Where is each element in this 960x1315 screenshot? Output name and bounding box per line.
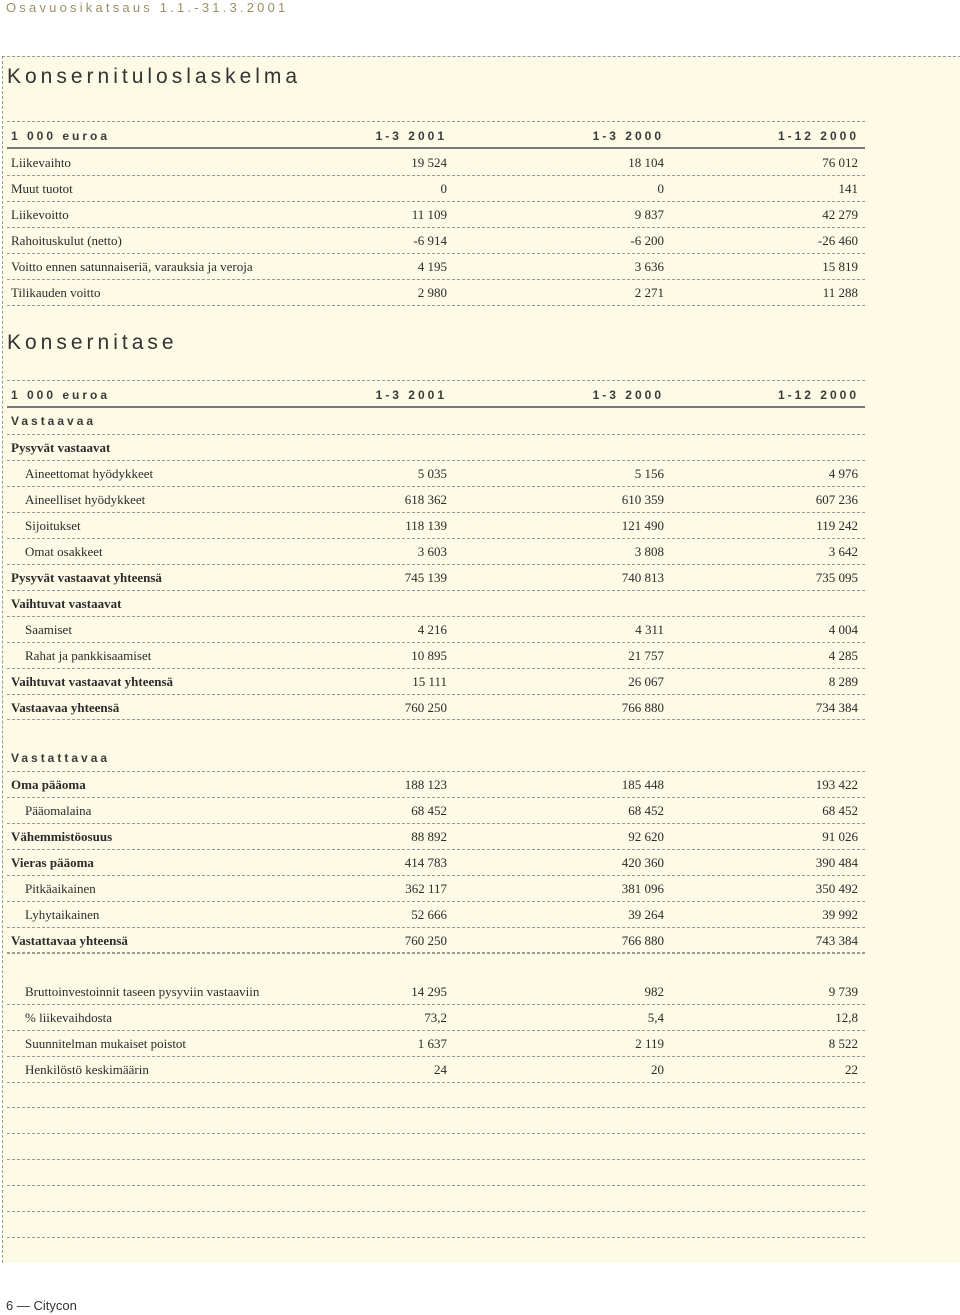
cell-value: 607 236: [815, 492, 858, 507]
table-row: [7, 1056, 865, 1083]
row-label: Aineelliset hyödykkeet: [25, 492, 146, 507]
table-row: [7, 668, 865, 695]
unit-label: 1 000 euroa: [11, 129, 111, 143]
row-label: Suunnitelman mukaiset poistot: [25, 1036, 187, 1051]
cell-value: -26 460: [817, 233, 858, 248]
divider: [7, 1237, 865, 1238]
cell-value: 734 384: [815, 700, 858, 715]
row-label: Pysyvät vastaavat: [11, 440, 111, 455]
table-row: [7, 434, 865, 461]
cell-value: 4 004: [828, 622, 858, 637]
col-header-3: 1-12 2000: [777, 129, 859, 143]
row-label: Pysyvät vastaavat yhteensä: [11, 570, 162, 585]
unit-label: 1 000 euroa: [11, 388, 111, 402]
cell-value: 11 288: [822, 285, 858, 300]
cell-value: 5 156: [634, 466, 664, 481]
cell-value: 390 484: [815, 855, 858, 870]
row-label: Oma pääoma: [11, 777, 86, 792]
cell-value: 18 104: [628, 155, 664, 170]
table-row: [7, 564, 865, 591]
cell-value: -6 200: [630, 233, 664, 248]
cell-value: 10 895: [411, 648, 447, 663]
cell-value: 39 264: [628, 907, 664, 922]
cell-value: 3 642: [828, 544, 858, 559]
col-header-1: 1-3 2001: [375, 129, 447, 143]
table-row: [7, 978, 865, 1005]
cell-value: 4 311: [635, 622, 664, 637]
row-label: Vaihtuvat vastaavat yhteensä: [11, 674, 174, 689]
cell-value: 76 012: [822, 155, 858, 170]
assets-title: Vastaavaa: [11, 414, 97, 428]
table-row: [7, 512, 865, 539]
col-header-2: 1-3 2000: [592, 388, 664, 402]
divider: [7, 380, 865, 381]
cell-value: 1 637: [417, 1036, 447, 1051]
table-row: [7, 486, 865, 513]
divider: [7, 1159, 865, 1160]
divider: [7, 1133, 865, 1134]
cell-value: 0: [657, 181, 664, 196]
row-label: Liikevaihto: [11, 155, 71, 170]
cell-value: 73,2: [424, 1010, 447, 1025]
col-header-3: 1-12 2000: [777, 388, 859, 402]
cell-value: 185 448: [621, 777, 664, 792]
cell-value: 22: [845, 1062, 858, 1077]
balance-title: Konsernitase: [7, 331, 178, 354]
table-row: [7, 175, 865, 202]
cell-value: 24: [434, 1062, 447, 1077]
cell-value: 26 067: [628, 674, 664, 689]
table-row: [7, 927, 865, 954]
table-row: [7, 901, 865, 928]
row-label: Muut tuotot: [11, 181, 73, 196]
cell-value: 3 808: [634, 544, 664, 559]
row-label: Aineettomat hyödykkeet: [25, 466, 154, 481]
table-row: [7, 1004, 865, 1031]
table-row: [7, 201, 865, 228]
cell-value: 381 096: [621, 881, 664, 896]
cell-value: 12,8: [835, 1010, 858, 1025]
cell-value: 42 279: [822, 207, 858, 222]
divider: [7, 1185, 865, 1186]
divider: [7, 1107, 865, 1108]
row-label: Rahat ja pankkisaamiset: [25, 648, 152, 663]
table-row: [7, 849, 865, 876]
cell-value: 3 603: [417, 544, 447, 559]
cell-value: 9 739: [828, 984, 858, 999]
cell-value: 141: [838, 181, 858, 196]
cell-value: 760 250: [404, 933, 447, 948]
row-label: Saamiset: [25, 622, 72, 637]
divider: [7, 121, 865, 122]
table-row: [7, 1030, 865, 1057]
cell-value: 414 783: [404, 855, 447, 870]
cell-value: 68 452: [628, 803, 664, 818]
cell-value: 20: [651, 1062, 664, 1077]
balance-header: [7, 382, 865, 408]
col-header-1: 1-3 2001: [375, 388, 447, 402]
row-label: Vaihtuvat vastaavat: [11, 596, 122, 611]
table-row: [7, 279, 865, 306]
cell-value: 618 362: [404, 492, 447, 507]
row-label: % liikevaihdosta: [25, 1010, 113, 1025]
cell-value: 15 111: [412, 674, 447, 689]
table-row: [7, 538, 865, 565]
cell-value: 193 422: [815, 777, 858, 792]
income-header: [7, 123, 865, 149]
cell-value: 735 095: [815, 570, 858, 585]
cell-value: 4 195: [417, 259, 447, 274]
table-row: [7, 797, 865, 824]
cell-value: 5 035: [417, 466, 447, 481]
row-label: Henkilöstö keskimäärin: [25, 1062, 149, 1077]
cell-value: 91 026: [822, 829, 858, 844]
cell-value: 8 289: [828, 674, 858, 689]
row-label: Bruttoinvestoinnit taseen pysyviin vastaaviin: [25, 984, 260, 999]
cell-value: 19 524: [411, 155, 447, 170]
liabilities-heading: [7, 745, 865, 772]
col-header-2: 1-3 2000: [592, 129, 664, 143]
cell-value: 68 452: [411, 803, 447, 818]
cell-value: 118 139: [405, 518, 447, 533]
row-label: Pitkäaikainen: [25, 881, 96, 896]
cell-value: 9 837: [634, 207, 664, 222]
cell-value: 743 384: [815, 933, 858, 948]
row-label: Tilikauden voitto: [11, 285, 101, 300]
cell-value: 766 880: [621, 933, 664, 948]
row-label: Liikevoitto: [11, 207, 69, 222]
cell-value: 2 271: [634, 285, 664, 300]
table-row: [7, 460, 865, 487]
cell-value: 982: [644, 984, 664, 999]
cell-value: 745 139: [404, 570, 447, 585]
cell-value: -6 914: [413, 233, 447, 248]
assets-heading: [7, 408, 865, 435]
income-title: Konsernituloslaskelma: [7, 65, 302, 88]
cell-value: 88 892: [411, 829, 447, 844]
cell-value: 2 119: [635, 1036, 664, 1051]
cell-value: 4 216: [417, 622, 447, 637]
cell-value: 8 522: [828, 1036, 858, 1051]
table-row: [7, 590, 865, 617]
row-label: Vähemmistöosuus: [11, 829, 113, 844]
row-label: Sijoitukset: [25, 518, 81, 533]
cell-value: 350 492: [815, 881, 858, 896]
cell-value: 740 813: [621, 570, 664, 585]
divider: [7, 952, 865, 953]
row-label: Voitto ennen satunnaiseriä, varauksia ja veroja: [11, 259, 253, 274]
cell-value: 11 109: [411, 207, 447, 222]
cell-value: 0: [440, 181, 447, 196]
cell-value: 5,4: [647, 1010, 664, 1025]
cell-value: 15 819: [822, 259, 858, 274]
table-row: [7, 227, 865, 254]
cell-value: 610 359: [621, 492, 664, 507]
cell-value: 52 666: [411, 907, 447, 922]
cell-value: 39 992: [822, 907, 858, 922]
table-row: [7, 875, 865, 902]
table-row: [7, 616, 865, 643]
divider: [7, 1211, 865, 1212]
cell-value: 68 452: [822, 803, 858, 818]
cell-value: 2 980: [417, 285, 447, 300]
cell-value: 760 250: [404, 700, 447, 715]
row-label: Vastattavaa yhteensä: [11, 933, 128, 948]
table-row: [7, 823, 865, 850]
table-row: [7, 149, 865, 176]
divider: [7, 719, 865, 720]
cell-value: 420 360: [621, 855, 664, 870]
table-row: [7, 771, 865, 798]
row-label: Rahoituskulut (netto): [11, 233, 122, 248]
cell-value: 4 285: [828, 648, 858, 663]
cell-value: 766 880: [621, 700, 664, 715]
row-label: Vastaavaa yhteensä: [11, 700, 120, 715]
row-label: Omat osakkeet: [25, 544, 103, 559]
cell-value: 92 620: [628, 829, 664, 844]
table-row: [7, 694, 865, 720]
row-label: Pääomalaina: [25, 803, 92, 818]
cell-value: 21 757: [628, 648, 664, 663]
cell-value: 4 976: [828, 466, 858, 481]
cell-value: 3 636: [634, 259, 664, 274]
table-row: [7, 642, 865, 669]
cell-value: 362 117: [405, 881, 447, 896]
table-row: [7, 253, 865, 280]
report-sheet: [2, 56, 960, 1263]
row-label: Lyhytaikainen: [25, 907, 100, 922]
cell-value: 121 490: [621, 518, 664, 533]
liabilities-title: Vastattavaa: [11, 751, 111, 765]
cell-value: 188 123: [404, 777, 447, 792]
cell-value: 119 242: [816, 518, 858, 533]
cell-value: 14 295: [411, 984, 447, 999]
row-label: Vieras pääoma: [11, 855, 94, 870]
page-footer: 6 — Citycon: [6, 1298, 77, 1313]
running-head: Osavuosikatsaus 1.1.-31.3.2001: [6, 0, 289, 15]
